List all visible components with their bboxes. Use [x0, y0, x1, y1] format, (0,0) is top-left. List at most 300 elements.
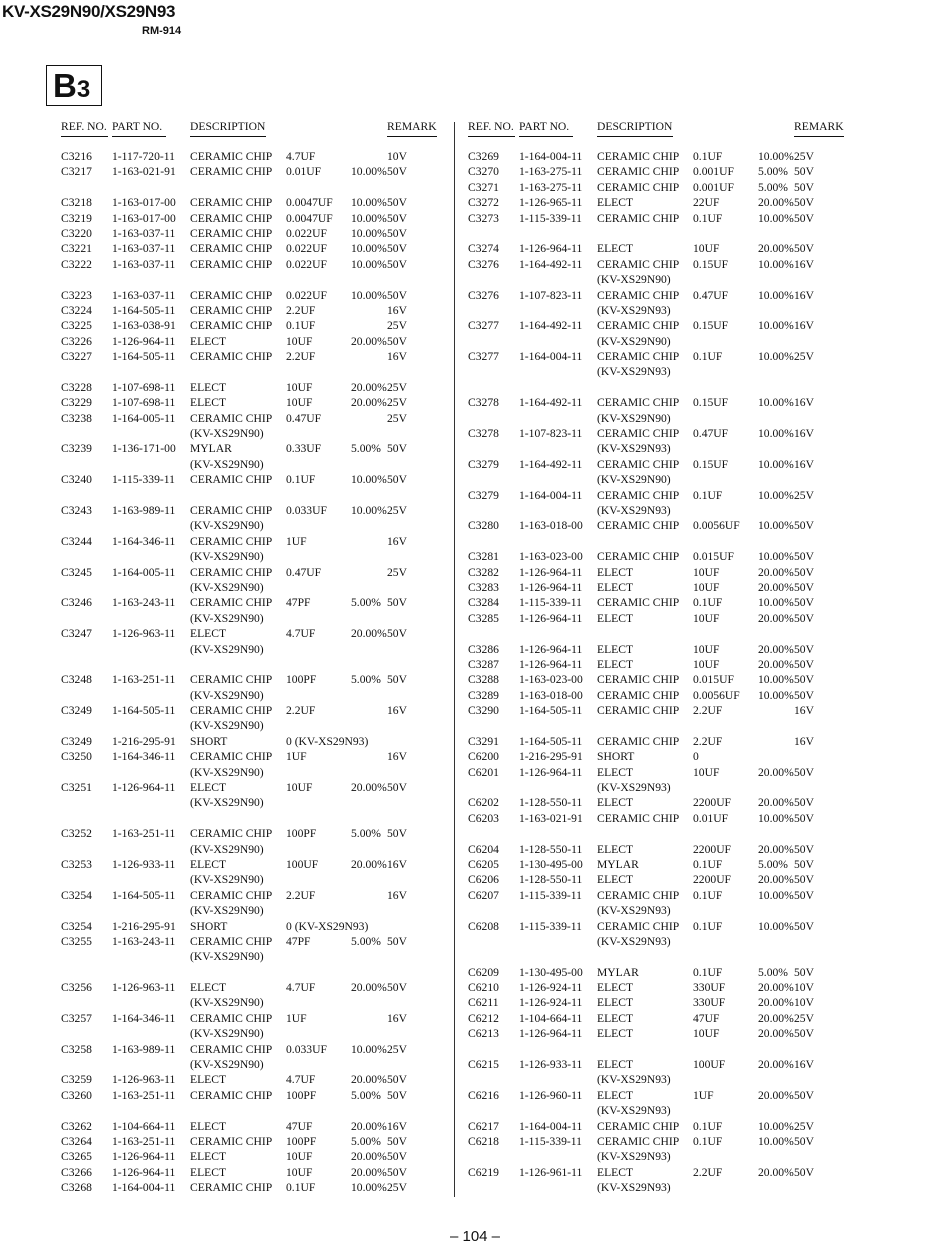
value: 100PF	[286, 827, 317, 841]
ref-no: C3219	[61, 211, 92, 225]
part-row	[61, 595, 441, 610]
part-row	[61, 1011, 441, 1026]
ref-no: C3277	[468, 350, 499, 364]
ref-no: C3281	[468, 550, 499, 564]
tolerance: 20.00%	[351, 627, 387, 641]
ref-no: C3238	[61, 411, 92, 425]
board-label	[46, 65, 102, 106]
value: 0	[693, 750, 699, 764]
voltage: 25V	[794, 488, 814, 502]
value: 47PF	[286, 934, 311, 948]
model-note: (KV-XS29N93)	[597, 1104, 671, 1118]
voltage: 25V	[387, 565, 407, 579]
tolerance: 10.00%	[758, 350, 794, 364]
value: 47PF	[286, 596, 311, 610]
value: 0.01UF	[693, 811, 729, 825]
part-row	[61, 1042, 441, 1057]
value: 100PF	[286, 1088, 317, 1102]
ref-no: C3254	[61, 919, 92, 933]
left-column-header	[61, 119, 441, 136]
voltage: 50V	[387, 781, 407, 795]
part-no: 1-164-505-11	[519, 734, 583, 748]
part-row	[468, 734, 848, 749]
part-no: 1-163-018-00	[519, 688, 583, 702]
part-no: 1-126-933-11	[112, 857, 176, 871]
part-row	[468, 611, 848, 626]
part-no: 1-126-964-11	[112, 781, 176, 795]
tolerance: 5.00%	[351, 673, 381, 687]
part-no: 1-115-339-11	[519, 211, 582, 225]
description: CERAMIC CHIP	[597, 427, 680, 441]
part-no: 1-115-339-11	[112, 473, 175, 487]
value: 100PF	[286, 1135, 317, 1148]
description: ELECT	[597, 1088, 634, 1102]
description: CERAMIC CHIP	[597, 211, 680, 225]
tolerance: 10.00%	[351, 257, 387, 271]
part-no: 1-163-989-11	[112, 1042, 176, 1056]
tolerance: 20.00%	[758, 611, 794, 625]
value: 0.15UF	[693, 396, 729, 410]
description: ELECT	[597, 1058, 634, 1072]
part-no: 1-163-023-00	[519, 550, 583, 564]
part-row	[61, 349, 441, 364]
voltage: 50V	[794, 196, 814, 210]
part-no: 1-117-720-11	[112, 150, 175, 163]
voltage: 50V	[387, 334, 407, 348]
voltage: 16V	[387, 1011, 407, 1025]
part-no: 1-164-004-11	[519, 350, 583, 364]
tolerance: 20.00%	[758, 657, 794, 671]
part-row	[468, 688, 848, 703]
part-no: 1-163-021-91	[519, 811, 583, 825]
value: 10UF	[693, 565, 720, 579]
ref-no: C3272	[468, 196, 499, 210]
description: ELECT	[597, 1027, 634, 1041]
ref-no: C3284	[468, 596, 499, 610]
part-no: 1-163-243-11	[112, 596, 176, 610]
ref-no: C3260	[61, 1088, 92, 1102]
part-row	[468, 765, 848, 780]
part-no: 1-126-964-11	[112, 1150, 176, 1164]
value: 0.0047UF	[286, 211, 333, 225]
ref-no: C6212	[468, 1011, 499, 1025]
ref-no: C6210	[468, 981, 499, 995]
tolerance: 10.00%	[758, 288, 794, 302]
model-note: (KV-XS29N90)	[190, 873, 264, 887]
voltage: 50V	[387, 981, 407, 995]
col-ref-header: REF. NO.	[61, 120, 107, 133]
part-no: 1-164-505-11	[112, 888, 176, 902]
part-row	[468, 1057, 848, 1072]
value: 0.47UF	[693, 288, 729, 302]
description: CERAMIC CHIP	[190, 934, 273, 948]
part-row	[468, 657, 848, 672]
voltage: 16V	[387, 534, 407, 548]
description: ELECT	[190, 334, 227, 348]
part-row	[468, 257, 848, 272]
voltage: 25V	[387, 411, 407, 425]
part-no: 1-163-251-11	[112, 1135, 176, 1148]
value: 0.001UF	[693, 180, 734, 194]
value: 1UF	[286, 534, 307, 548]
voltage: 16V	[794, 1058, 814, 1072]
value: 2.2UF	[693, 1165, 723, 1179]
part-row	[61, 411, 441, 426]
part-row	[468, 349, 848, 364]
description: ELECT	[190, 1165, 227, 1179]
voltage: 50V	[387, 257, 407, 271]
tolerance: 10.00%	[351, 211, 387, 225]
value: 0.1UF	[286, 473, 316, 487]
part-row	[468, 919, 848, 934]
part-no: 1-107-698-11	[112, 396, 176, 410]
description: CERAMIC CHIP	[597, 180, 680, 194]
voltage: 25V	[794, 150, 814, 163]
voltage: 50V	[794, 580, 814, 594]
tolerance: 20.00%	[351, 1165, 387, 1179]
part-row	[61, 826, 441, 841]
part-no: 1-126-964-11	[519, 242, 583, 256]
ref-no: C3228	[61, 380, 92, 394]
part-no: 1-126-964-11	[112, 334, 176, 348]
value: 0.0056UF	[693, 519, 740, 533]
description: CERAMIC CHIP	[190, 503, 273, 517]
ref-no: C3249	[61, 734, 92, 748]
voltage: 50V	[387, 1088, 407, 1102]
voltage: 50V	[794, 242, 814, 256]
description: CERAMIC CHIP	[597, 319, 680, 333]
value: 2.2UF	[286, 888, 316, 902]
part-no: 1-216-295-91	[519, 750, 583, 764]
part-no: 1-163-017-00	[112, 196, 176, 210]
ref-no: C6202	[468, 796, 499, 810]
part-row	[61, 226, 441, 241]
tolerance: 5.00%	[758, 857, 788, 871]
tolerance: 20.00%	[351, 981, 387, 995]
part-row	[468, 965, 848, 980]
description: CERAMIC CHIP	[190, 165, 273, 179]
tolerance: 10.00%	[758, 150, 794, 163]
ref-no: C6218	[468, 1135, 499, 1148]
ref-no: C3246	[61, 596, 92, 610]
model-note: (KV-XS29N93)	[597, 781, 671, 795]
voltage: 50V	[794, 919, 814, 933]
voltage: 16V	[794, 734, 814, 748]
tolerance: 10.00%	[351, 196, 387, 210]
voltage: 50V	[387, 1165, 407, 1179]
ref-no: C3264	[61, 1135, 92, 1148]
ref-no: C6200	[468, 750, 499, 764]
ref-no: C3248	[61, 673, 92, 687]
part-row	[468, 888, 848, 903]
ref-no: C6213	[468, 1027, 499, 1041]
ref-no: C3253	[61, 857, 92, 871]
voltage: 50V	[794, 519, 814, 533]
voltage: 50V	[387, 442, 407, 456]
description: SHORT	[190, 734, 228, 748]
part-no: 1-164-492-11	[519, 257, 583, 271]
voltage: 16V	[794, 704, 814, 718]
part-no: 1-163-243-11	[112, 934, 176, 948]
description: CERAMIC CHIP	[190, 226, 273, 240]
description: ELECT	[597, 242, 634, 256]
voltage: 16V	[387, 750, 407, 764]
description: CERAMIC CHIP	[190, 673, 273, 687]
part-no: 1-126-960-11	[519, 1088, 583, 1102]
part-row	[468, 595, 848, 610]
tolerance: 20.00%	[758, 1058, 794, 1072]
col-desc-header: DESCRIPTION	[597, 120, 673, 133]
description: CERAMIC CHIP	[597, 888, 680, 902]
part-row	[468, 672, 848, 687]
part-no: 1-128-550-11	[519, 873, 583, 887]
description: ELECT	[190, 981, 227, 995]
value: 22UF	[693, 196, 720, 210]
voltage: 16V	[794, 396, 814, 410]
value: 0.47UF	[693, 427, 729, 441]
ref-no: C3225	[61, 319, 92, 333]
ref-no: C3273	[468, 211, 499, 225]
part-row	[468, 811, 848, 826]
tolerance: 20.00%	[351, 781, 387, 795]
ref-no: C6219	[468, 1165, 499, 1179]
value: 0 (KV-XS29N93)	[286, 734, 369, 748]
tolerance: 10.00%	[758, 919, 794, 933]
ref-no: C3288	[468, 673, 499, 687]
header-underline	[61, 136, 108, 137]
part-row	[61, 1119, 441, 1134]
description: CERAMIC CHIP	[597, 1119, 680, 1133]
part-row	[468, 580, 848, 595]
tolerance: 20.00%	[758, 642, 794, 656]
part-no: 1-130-495-00	[519, 857, 583, 871]
part-row	[61, 1165, 441, 1180]
ref-no: C6206	[468, 873, 499, 887]
voltage: 50V	[794, 888, 814, 902]
description: CERAMIC CHIP	[597, 288, 680, 302]
part-row	[61, 534, 441, 549]
part-row	[468, 1119, 848, 1134]
model-note: (KV-XS29N90)	[190, 519, 264, 533]
value: 0.001UF	[693, 165, 734, 179]
voltage: 50V	[387, 473, 407, 487]
tolerance: 5.00%	[351, 827, 381, 841]
model-note: (KV-XS29N90)	[190, 719, 264, 733]
part-row	[61, 626, 441, 641]
ref-no: C3282	[468, 565, 499, 579]
voltage: 50V	[794, 965, 814, 979]
board-number: 3	[76, 76, 91, 103]
part-no: 1-136-171-00	[112, 442, 176, 456]
model-note: (KV-XS29N90)	[190, 580, 264, 594]
description: CERAMIC CHIP	[190, 257, 273, 271]
tolerance: 20.00%	[758, 242, 794, 256]
description: ELECT	[190, 1073, 227, 1087]
description: CERAMIC CHIP	[190, 1042, 273, 1056]
description: CERAMIC CHIP	[190, 750, 273, 764]
value: 1UF	[286, 1011, 307, 1025]
value: 0.0056UF	[693, 688, 740, 702]
tolerance: 10.00%	[758, 1119, 794, 1133]
voltage: 16V	[387, 704, 407, 718]
value: 2.2UF	[286, 704, 316, 718]
column-divider	[454, 122, 455, 1197]
value: 10UF	[286, 1150, 313, 1164]
part-no: 1-107-823-11	[519, 288, 583, 302]
tolerance: 5.00%	[758, 165, 788, 179]
ref-no: C3224	[61, 303, 92, 317]
tolerance: 10.00%	[758, 811, 794, 825]
voltage: 50V	[794, 811, 814, 825]
value: 330UF	[693, 996, 726, 1010]
voltage: 16V	[794, 288, 814, 302]
value: 10UF	[693, 642, 720, 656]
voltage: 50V	[794, 1165, 814, 1179]
description: CERAMIC CHIP	[190, 827, 273, 841]
description: CERAMIC CHIP	[597, 596, 680, 610]
col-part-header: PART NO.	[112, 120, 163, 133]
tolerance: 5.00%	[351, 442, 381, 456]
ref-no: C6205	[468, 857, 499, 871]
tolerance: 20.00%	[351, 1119, 387, 1133]
description: CERAMIC CHIP	[190, 473, 273, 487]
voltage: 50V	[794, 550, 814, 564]
description: ELECT	[190, 627, 227, 641]
model-note: (KV-XS29N90)	[190, 611, 264, 625]
description: ELECT	[597, 565, 634, 579]
model-note: (KV-XS29N90)	[190, 842, 264, 856]
ref-no: C3270	[468, 165, 499, 179]
voltage: 16V	[794, 427, 814, 441]
part-row	[468, 180, 848, 195]
voltage: 50V	[387, 1073, 407, 1087]
part-no: 1-107-698-11	[112, 380, 176, 394]
description: CERAMIC CHIP	[190, 1011, 273, 1025]
part-no: 1-115-339-11	[519, 1135, 582, 1148]
part-row	[61, 749, 441, 764]
part-row	[61, 703, 441, 718]
value: 2.2UF	[693, 734, 723, 748]
value: 0.1UF	[693, 919, 723, 933]
part-no: 1-163-989-11	[112, 503, 176, 517]
part-row	[61, 1134, 441, 1149]
description: ELECT	[597, 1165, 634, 1179]
part-no: 1-104-664-11	[519, 1011, 583, 1025]
tolerance: 20.00%	[758, 1165, 794, 1179]
part-row	[61, 980, 441, 995]
tolerance: 20.00%	[758, 981, 794, 995]
value: 4.7UF	[286, 981, 316, 995]
part-row	[468, 1011, 848, 1026]
part-row	[468, 518, 848, 533]
tolerance: 10.00%	[351, 288, 387, 302]
ref-no: C3256	[61, 981, 92, 995]
part-row	[468, 549, 848, 564]
part-no: 1-126-933-11	[519, 1058, 583, 1072]
tolerance: 20.00%	[758, 1027, 794, 1041]
part-row	[61, 241, 441, 256]
model-note: (KV-XS29N93)	[597, 1073, 671, 1087]
value: 1UF	[286, 750, 307, 764]
description: ELECT	[597, 196, 634, 210]
value: 10UF	[693, 1027, 720, 1041]
ref-no: C3240	[61, 473, 92, 487]
value: 10UF	[693, 242, 720, 256]
model-note: (KV-XS29N93)	[597, 1181, 671, 1195]
tolerance: 20.00%	[351, 396, 387, 410]
model-note: (KV-XS29N90)	[597, 273, 671, 287]
col-part-header: PART NO.	[519, 120, 570, 133]
description: CERAMIC CHIP	[597, 550, 680, 564]
description: CERAMIC CHIP	[190, 150, 273, 163]
tolerance: 5.00%	[758, 965, 788, 979]
value: 10UF	[286, 334, 313, 348]
tolerance: 20.00%	[758, 796, 794, 810]
tolerance: 10.00%	[351, 473, 387, 487]
value: 0.01UF	[286, 165, 322, 179]
part-no: 1-164-505-11	[112, 350, 176, 364]
value: 10UF	[693, 580, 720, 594]
ref-no: C6208	[468, 919, 499, 933]
header-underline	[387, 136, 437, 137]
voltage: 50V	[794, 765, 814, 779]
part-row	[61, 318, 441, 333]
part-row	[61, 149, 441, 164]
part-row	[468, 426, 848, 441]
part-no: 1-126-964-11	[519, 1027, 583, 1041]
ref-no: C3247	[61, 627, 92, 641]
tolerance: 10.00%	[758, 319, 794, 333]
description: ELECT	[190, 1150, 227, 1164]
ref-no: C3251	[61, 781, 92, 795]
voltage: 50V	[387, 196, 407, 210]
ref-no: C3269	[468, 150, 499, 163]
part-row	[468, 164, 848, 179]
model-note: (KV-XS29N93)	[597, 1150, 671, 1164]
part-no: 1-164-346-11	[112, 1011, 176, 1025]
part-row	[468, 1026, 848, 1041]
voltage: 10V	[794, 996, 814, 1010]
tolerance: 20.00%	[758, 580, 794, 594]
value: 0.0047UF	[286, 196, 333, 210]
part-no: 1-128-550-11	[519, 796, 583, 810]
ref-no: C3216	[61, 150, 92, 163]
col-remark-header: REMARK	[387, 120, 437, 133]
part-row	[468, 457, 848, 472]
voltage: 50V	[794, 596, 814, 610]
value: 0.47UF	[286, 411, 322, 425]
voltage: 16V	[794, 457, 814, 471]
value: 2200UF	[693, 842, 732, 856]
part-no: 1-164-505-11	[112, 704, 176, 718]
model-note: (KV-XS29N90)	[190, 765, 264, 779]
description: ELECT	[597, 642, 634, 656]
part-no: 1-128-550-11	[519, 842, 583, 856]
part-no: 1-164-005-11	[112, 411, 176, 425]
part-row	[468, 842, 848, 857]
ref-no: C3276	[468, 257, 499, 271]
voltage: 50V	[794, 1088, 814, 1102]
tolerance: 20.00%	[351, 334, 387, 348]
model-note: (KV-XS29N90)	[190, 427, 264, 441]
tolerance: 20.00%	[758, 996, 794, 1010]
part-row	[468, 872, 848, 887]
ref-no: C3280	[468, 519, 499, 533]
part-no: 1-163-037-11	[112, 288, 176, 302]
part-row	[61, 288, 441, 303]
voltage: 25V	[387, 380, 407, 394]
board-letter: B	[53, 67, 77, 104]
